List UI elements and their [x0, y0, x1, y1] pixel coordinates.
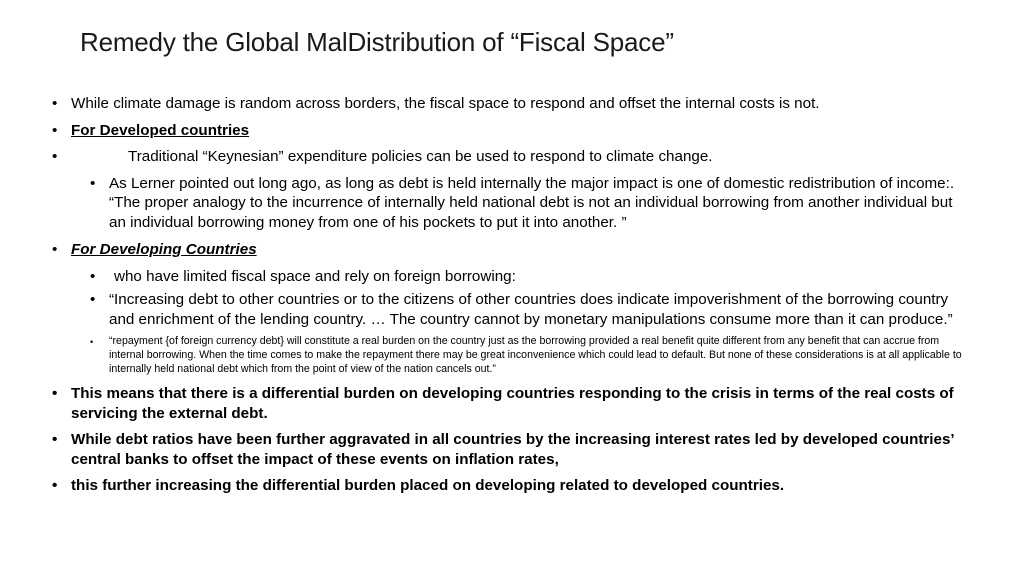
repayment-quote-text: “repayment {of foreign currency debt} will constitute a real burden on the country just as the borrowing provided a real benefit quite different from any benefit that can accrue from internal borrowing. When the time comes to make the repayment there may be great inconvenience which could lead to default. But none of these considerations is at all applicable to internally held national debt which from the point of view of the nation cancels out.” — [109, 335, 962, 375]
lerner-text: As Lerner pointed out long ago, as long as debt is held internally the major impact is one of domestic redistribution of income:. “The proper analogy to the incurrence of internally held national debt is not an individual borrowing from another individual but an individual borrowing money from one of his pockets to put it into another. ” — [109, 174, 955, 231]
bullet-developing-heading — [52, 240, 972, 260]
developed-heading-text: For Developed countries — [71, 121, 250, 139]
bullet-1 — [52, 94, 972, 114]
limited-fiscal-space-text: who have limited fiscal space and rely on foreign borrowing: — [114, 267, 516, 285]
bullet-differential-burden — [52, 384, 972, 423]
bullet-keynesian — [52, 147, 972, 167]
developing-heading-text: For Developing Countries — [71, 241, 257, 258]
bullet-repayment-quote — [90, 334, 972, 376]
increasing-debt-quote-text: “Increasing debt to other countries or to the citizens of other countries does indicate impoverishment of the borrowing country and enrichment of the lending country. … The country cannot by monetary manipulations consume more than it can produce.” — [109, 291, 953, 328]
further-increasing-text: this further increasing the differential burden placed on developing related to developed countries. — [71, 477, 785, 494]
keynesian-text: Traditional “Keynesian” expenditure policies can be used to respond to climate change. — [128, 148, 713, 165]
bullet-list — [52, 94, 972, 503]
bullet-increasing-debt-quote — [90, 290, 972, 329]
differential-burden-text: This means that there is a differential burden on developing countries responding to the crisis in terms of the real costs of servicing the external debt. — [71, 385, 954, 422]
bullet-lerner — [90, 174, 972, 233]
debt-ratios-text: While debt ratios have been further aggravated in all countries by the increasing interest rates led by developed countries’ central banks to offset the impact of these events on inflation rates, — [71, 431, 954, 468]
bullet-further-increasing — [52, 476, 972, 496]
bullet-developed-heading — [52, 121, 972, 141]
slide-title: Remedy the Global MalDistribution of “Fiscal Space” — [80, 27, 674, 57]
bullet-limited-fiscal-space — [90, 267, 972, 287]
bullet-1-text: While climate damage is random across borders, the fiscal space to respond and offset the internal costs is not. — [71, 95, 820, 112]
bullet-debt-ratios — [52, 430, 972, 469]
